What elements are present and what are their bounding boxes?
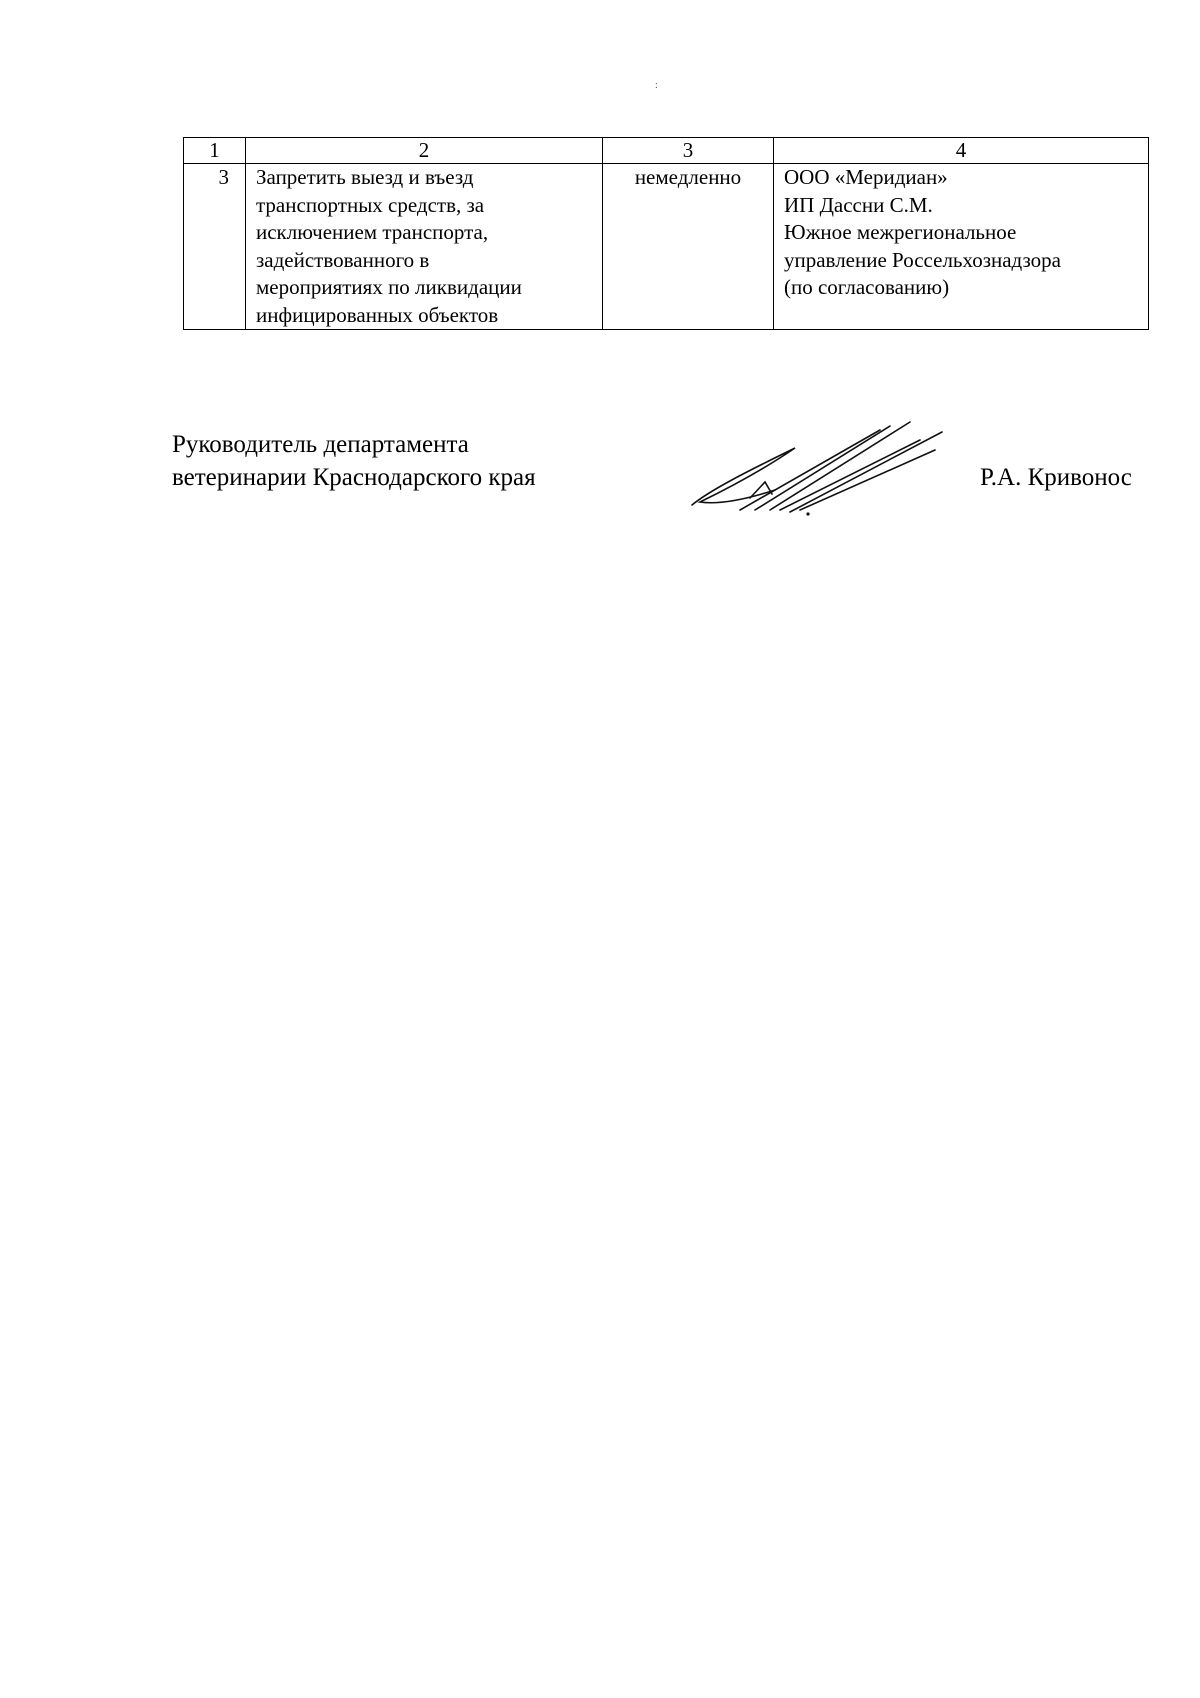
signatory-title-line-2: ветеринарии Краснодарского края	[172, 464, 536, 491]
row-number: 3	[184, 164, 246, 330]
signatory-title	[172, 428, 536, 494]
table-row	[184, 164, 1149, 330]
action-line: Запретить выезд и въезд	[256, 165, 474, 189]
header-col-4: 4	[774, 138, 1149, 164]
responsible-line: ООО «Меридиан»	[784, 165, 948, 189]
action-line: исключением транспорта,	[256, 220, 489, 244]
row-action	[246, 164, 603, 330]
action-line: транспортных средств, за	[256, 192, 485, 217]
responsible-line: Южное межрегиональное	[784, 220, 1017, 244]
header-col-3: 3	[603, 138, 774, 164]
action-line: задействованного в	[256, 247, 430, 272]
signatory-title-line-1: Руководитель департамента	[172, 431, 469, 458]
row-responsible	[774, 164, 1149, 330]
row-deadline: немедленно	[603, 164, 774, 330]
handwritten-signature-icon	[680, 410, 960, 520]
responsible-line: управление Россельхознадзора	[784, 247, 1061, 272]
action-line: мероприятиях по ликвидации	[256, 275, 522, 299]
page-mark: :	[655, 80, 658, 91]
table-header-row	[184, 138, 1149, 164]
measures-table	[183, 137, 1149, 330]
header-col-2: 2	[246, 138, 603, 164]
signatory-name: Р.А. Кривонос	[980, 464, 1132, 491]
action-line: инфицированных объектов	[256, 302, 499, 327]
responsible-line: ИП Дассни С.М.	[784, 192, 933, 217]
header-col-1: 1	[184, 138, 246, 164]
responsible-line: (по согласованию)	[784, 275, 950, 299]
